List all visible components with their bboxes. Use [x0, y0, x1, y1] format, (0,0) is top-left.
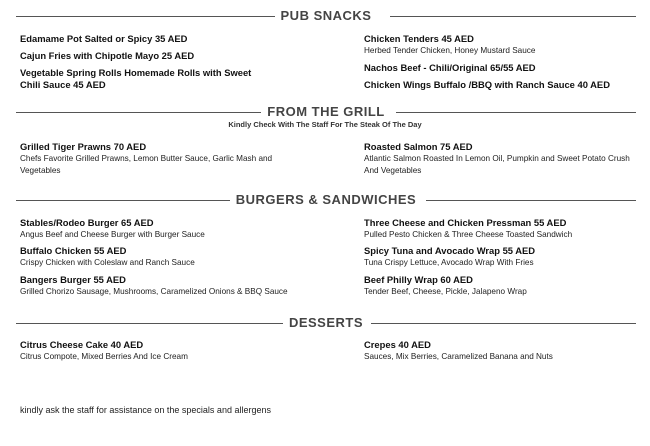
menu-item	[20, 67, 260, 91]
item-name: Chicken Tenders 45 AED	[364, 33, 474, 44]
menu-item	[20, 50, 340, 62]
item-name: Nachos Beef - Chili/Original 65/55 AED	[364, 62, 536, 73]
item-name: Spicy Tuna and Avocado Wrap 55 AED	[364, 245, 536, 256]
divider-line	[426, 200, 636, 201]
divider-line	[390, 16, 636, 17]
menu-item	[364, 245, 649, 269]
section-title-pub-snacks: PUB SNACKS	[275, 8, 378, 23]
item-description: Sauces, Mix Berries, Caramelized Banana and Nuts	[364, 352, 553, 361]
item-description: Pulled Pesto Chicken & Three Cheese Toasted Sandwich	[364, 230, 573, 239]
item-description: Grilled Chorizo Sausage, Mushrooms, Caramelized Onions & BBQ Sauce	[20, 287, 288, 296]
menu-item	[364, 274, 649, 298]
item-name: Buffalo Chicken 55 AED	[20, 245, 127, 256]
item-description: Tuna Crispy Lettuce, Avocado Wrap With Fries	[364, 258, 534, 267]
menu-item	[20, 274, 355, 298]
menu-item	[364, 339, 649, 363]
section-header-burgers	[16, 192, 636, 208]
item-name: Beef Philly Wrap 60 AED	[364, 274, 473, 285]
menu-item	[364, 33, 644, 57]
section-title-from-the-grill: FROM THE GRILL	[261, 104, 391, 119]
item-name: Three Cheese and Chicken Pressman 55 AED	[364, 217, 567, 228]
menu-item	[20, 339, 350, 363]
section-title-burgers: BURGERS & SANDWICHES	[230, 192, 422, 207]
item-description: Citrus Compote, Mixed Berries And Ice Cream	[20, 352, 188, 361]
section-header-from-the-grill	[16, 104, 636, 120]
menu-item	[20, 217, 350, 241]
section-title-desserts: DESSERTS	[283, 315, 369, 330]
item-name: Bangers Burger 55 AED	[20, 274, 126, 285]
menu-item	[364, 62, 644, 74]
menu-item	[364, 79, 649, 91]
item-name: Edamame Pot Salted or Spicy 35 AED	[20, 33, 188, 44]
menu-item	[364, 217, 649, 241]
menu-item	[20, 245, 350, 269]
item-name: Stables/Rodeo Burger 65 AED	[20, 217, 154, 228]
item-name: Roasted Salmon 75 AED	[364, 141, 473, 152]
item-description: Tender Beef, Cheese, Pickle, Jalapeno Wrap	[364, 287, 527, 296]
menu-item	[20, 33, 340, 45]
item-description: Herbed Tender Chicken, Honey Mustard Sauce	[364, 46, 536, 55]
section-header-desserts	[16, 315, 636, 331]
divider-line	[371, 323, 636, 324]
item-description: Chefs Favorite Grilled Prawns, Lemon Butter Sauce, Garlic Mash and Vegetables	[20, 154, 273, 175]
item-description: Angus Beef and Cheese Burger with Burger Sauce	[20, 230, 205, 239]
item-name: Cajun Fries with Chipotle Mayo 25 AED	[20, 50, 195, 61]
menu-item	[20, 141, 280, 176]
section-header-pub-snacks	[16, 8, 636, 24]
item-description: Crispy Chicken with Coleslaw and Ranch Sauce	[20, 258, 195, 267]
steak-note: Kindly Check With The Staff For The Steak Of The Day	[228, 120, 422, 129]
menu-item	[364, 141, 634, 176]
item-name: Grilled Tiger Prawns 70 AED	[20, 141, 147, 152]
item-description: Atlantic Salmon Roasted In Lemon Oil, Pumpkin and Sweet Potato Crush And Vegetables	[364, 154, 630, 175]
divider-line	[396, 112, 636, 113]
item-name: Chicken Wings Buffalo /BBQ with Ranch Sauce 40 AED	[364, 79, 610, 90]
item-name: Vegetable Spring Rolls Homemade Rolls with Sweet Chili Sauce 45 AED	[20, 67, 252, 90]
allergen-footer-note: kindly ask the staff for assistance on the specials and allergens	[20, 405, 271, 415]
item-name: Crepes 40 AED	[364, 339, 431, 350]
item-name: Citrus Cheese Cake 40 AED	[20, 339, 144, 350]
